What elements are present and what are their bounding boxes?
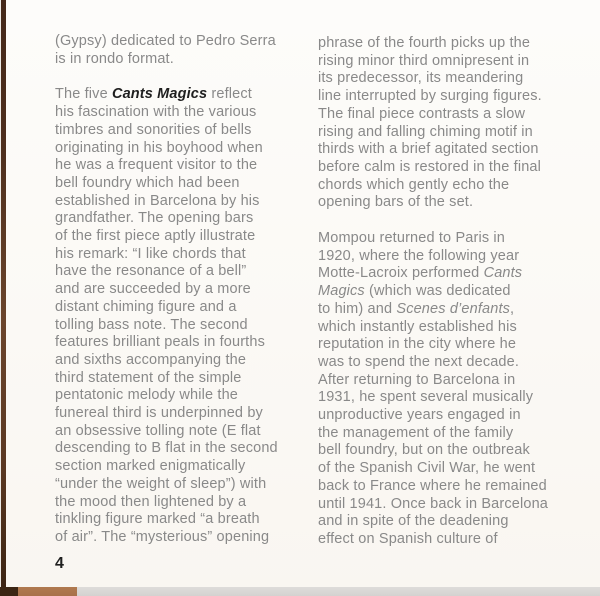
text-segment: an obsessive tolling note (E flat [55, 422, 261, 439]
bottom-edge-gray [77, 587, 600, 596]
text-line [55, 299, 313, 317]
paragraph [55, 33, 313, 68]
work-title: Cants Magics [111, 86, 208, 103]
text-line [55, 122, 313, 140]
text-line [55, 228, 313, 246]
text-line [55, 476, 313, 494]
text-segment: The five [55, 86, 112, 103]
text-line [318, 372, 576, 390]
text-line [318, 478, 576, 496]
text-line [55, 511, 313, 529]
text-line [318, 301, 576, 319]
text-line [55, 458, 313, 476]
text-segment: Motte-Lacroix performed [318, 265, 484, 282]
text-line [55, 494, 313, 512]
text-segment: is in rondo format. [55, 50, 174, 67]
text-segment: and sixths accompanying the [55, 351, 247, 368]
text-column-right [318, 35, 576, 567]
text-line [318, 442, 576, 460]
text-line [55, 210, 313, 228]
bottom-edge-tan [18, 587, 77, 596]
text-line [55, 387, 313, 405]
text-line [55, 405, 313, 423]
text-segment: which instantly established his [318, 318, 517, 335]
text-line [318, 460, 576, 478]
text-line [55, 281, 313, 299]
text-segment: back to France where he remained [318, 477, 547, 494]
page-number: 4 [55, 555, 65, 572]
paragraph [318, 230, 576, 549]
text-line [55, 317, 313, 335]
text-line [55, 440, 313, 458]
text-segment: features brilliant peals in fourths [55, 334, 265, 351]
text-line [318, 513, 576, 531]
text-line [318, 53, 576, 71]
text-line [55, 263, 313, 281]
text-line [55, 140, 313, 158]
text-segment: phrase of the fourth picks up the [318, 35, 531, 51]
text-column-left [55, 33, 313, 565]
text-segment: originating in his boyhood when [55, 139, 263, 156]
text-line [55, 423, 313, 441]
text-segment: thirds with a brief agitated section [318, 141, 539, 158]
text-line [318, 35, 576, 53]
text-line [318, 354, 576, 372]
text-segment: his remark: “I like chords that [55, 245, 246, 262]
text-line [55, 104, 313, 122]
text-line [318, 124, 576, 142]
text-line [318, 531, 576, 549]
text-segment: established in Barcelona by his [55, 192, 260, 209]
text-segment: its predecessor, its meandering [318, 70, 524, 87]
text-segment: “under the weight of sleep”) with [55, 475, 267, 492]
text-segment: The final piece contrasts a slow [318, 105, 526, 122]
text-segment: , [510, 300, 515, 317]
text-segment: distant chiming figure and a [55, 298, 237, 315]
text-line [318, 283, 576, 301]
text-segment: effect on Spanish culture of [318, 530, 498, 547]
text-segment: opening bars of the set. [318, 194, 474, 211]
text-segment: pentatonic melody while the [55, 387, 238, 404]
text-segment: was to spend the next decade. [318, 353, 520, 370]
text-segment: section marked enigmatically [55, 458, 246, 475]
bottom-edge-dark-brown [0, 587, 18, 596]
text-line [55, 246, 313, 264]
text-segment: bell foundry, but on the outbreak [318, 442, 530, 459]
text-line [318, 230, 576, 248]
text-segment: have the resonance of a bell” [55, 263, 247, 280]
text-line [318, 88, 576, 106]
text-line [318, 177, 576, 195]
text-segment: 1931, he spent several musically [318, 389, 534, 406]
text-segment: After returning to Barcelona in [318, 371, 516, 388]
text-segment: (Gypsy) dedicated to Pedro Serra [55, 33, 276, 49]
text-line [55, 352, 313, 370]
text-line [318, 159, 576, 177]
booklet-spine [0, 0, 6, 587]
text-line [318, 319, 576, 337]
text-segment: his fascination with the various [55, 104, 257, 121]
paragraph [55, 86, 313, 546]
text-segment: Mompou returned to Paris in [318, 230, 505, 247]
text-segment: timbres and sonorities of bells [55, 121, 252, 138]
text-segment: and are succeeded by a more [55, 281, 251, 298]
text-line [55, 370, 313, 388]
text-segment: he was a frequent visitor to the [55, 157, 258, 174]
text-segment: grandfather. The opening bars [55, 210, 254, 227]
text-segment: of air”. The “mysterious” opening [55, 528, 270, 545]
text-segment: unproductive years engaged in [318, 407, 521, 424]
text-line [318, 425, 576, 443]
text-segment: of the Spanish Civil War, he went [318, 460, 536, 477]
text-segment: chords which gently echo the [318, 176, 510, 193]
text-segment: reflect [207, 86, 252, 103]
text-segment: bell foundry which had been [55, 174, 240, 191]
text-line [318, 248, 576, 266]
text-segment: 1920, where the following year [318, 247, 520, 264]
text-segment: descending to B flat in the second [55, 440, 278, 457]
text-segment: rising minor third omnipresent in [318, 52, 530, 69]
text-line [55, 175, 313, 193]
text-line [318, 265, 576, 283]
text-line [318, 407, 576, 425]
text-line [55, 193, 313, 211]
text-line [318, 194, 576, 212]
text-segment: tinkling figure marked “a breath [55, 511, 260, 528]
text-line [318, 141, 576, 159]
text-segment: and in spite of the deadening [318, 513, 509, 530]
text-line [55, 86, 313, 104]
text-line [55, 529, 313, 547]
text-line [55, 51, 313, 69]
text-segment: to him) and [318, 300, 397, 317]
text-line [55, 157, 313, 175]
text-segment: reputation in the city where he [318, 336, 517, 353]
text-line [318, 70, 576, 88]
work-title: Magics [318, 283, 365, 300]
bottom-edge [0, 587, 600, 596]
text-segment: tolling bass note. The second [55, 316, 248, 333]
text-segment: third statement of the simple [55, 369, 242, 386]
text-line [55, 33, 313, 51]
text-segment: the management of the family [318, 424, 514, 441]
work-title: Cants [483, 265, 523, 282]
text-line [318, 106, 576, 124]
text-segment: line interrupted by surging figures. [318, 88, 542, 105]
text-segment: of the first piece aptly illustrate [55, 228, 256, 245]
text-segment: (which was dedicated [364, 283, 511, 300]
text-line [55, 334, 313, 352]
text-segment: before calm is restored in the final [318, 158, 542, 175]
work-title: Scenes d’enfants [396, 300, 511, 317]
text-segment: the mood then lightened by a [55, 493, 247, 510]
text-line [318, 336, 576, 354]
text-line [318, 496, 576, 514]
text-line [318, 389, 576, 407]
paragraph [318, 35, 576, 212]
text-segment: until 1941. Once back in Barcelona [318, 495, 548, 512]
text-segment: rising and falling chiming motif in [318, 123, 533, 140]
text-segment: funereal third is underpinned by [55, 405, 263, 422]
